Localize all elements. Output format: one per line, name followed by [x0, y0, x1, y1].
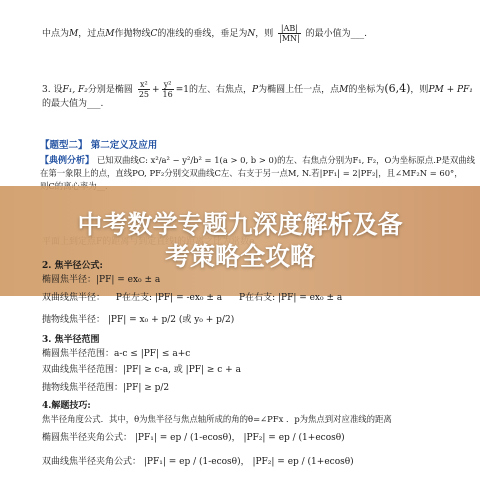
text: 为椭圆上任一点，点 — [258, 85, 340, 95]
text: 分别是椭圆 — [87, 85, 133, 95]
banner-title-line-2: 考策略全攻略 — [164, 242, 315, 271]
question-prev-line — [42, 24, 367, 43]
math-var: F₁, F₂ — [62, 85, 88, 95]
fraction-y2-16: $\frac{\text{y²}}{16}$ — [162, 80, 173, 99]
fraction-x2-25: $\frac{\text{x²}}{25}$ — [138, 80, 149, 99]
math-var: N — [247, 29, 256, 39]
text: P在左支: |PF| = -ex₀ ± a — [115, 293, 223, 303]
banner-title-line-1: 中考数学专题九深度解析及备 — [77, 210, 403, 239]
example-line-2: 在第一象限上的点，直线PO, PF₂分别交双曲线C左、右支于另一点M, N.若|PF₁| = 2|PF₂|，且∠MF₂N = 60°， — [40, 168, 463, 178]
text: 的最小值为___. — [305, 29, 367, 39]
question-number: 3. — [42, 85, 51, 95]
text: 的最大值为___. — [42, 99, 104, 109]
parabola-focal-radius — [42, 314, 234, 326]
example-line-1 — [40, 154, 475, 167]
text: 双曲线焦半径夹角公式： — [42, 457, 142, 467]
angle-hyperbola: 双曲线焦半径夹角公式： |PF₁| = ep / (1-ecosθ)， |PF₂| = ep / (1+ecosθ) — [42, 457, 354, 467]
text: ，则 — [410, 85, 429, 95]
text: ，过点 — [78, 29, 106, 39]
text: 已知双曲线C: x²/a² − y²/b² = 1(a > 0, b > 0)的左、右焦点分别为F₁, F₂，O为坐标原点.P是双曲线 — [96, 155, 476, 165]
text: ，则 — [255, 29, 274, 39]
math-var: C — [150, 29, 158, 39]
text: 的左、右焦点， — [189, 85, 253, 95]
text: |PF₁| = ep / (1-ecosθ) — [143, 457, 241, 467]
text: |PF₂| = ep / (1+ecosθ) — [243, 433, 345, 443]
text: 椭圆焦半径夹角公式： — [42, 433, 133, 443]
math-expr: PM + PF₁ — [428, 85, 473, 95]
text: 的坐标为 — [348, 85, 385, 95]
math-var: M — [339, 85, 349, 95]
section-4-title: 4.解题技巧: — [42, 401, 91, 411]
text: 中点为 — [42, 29, 70, 39]
text: |PF| = x₀ + p/2 (或 y₀ + p/2) — [107, 315, 235, 325]
section-heading-type2: 【题型二】 第二定义及应用 — [40, 140, 158, 151]
section-2-title: 2. 焦半径公式: — [42, 261, 103, 271]
math-var: P — [252, 85, 259, 95]
text: 抛物线焦半径： — [42, 315, 106, 325]
hyperbola-focal-radius — [42, 292, 342, 304]
angle-ellipse: 椭圆焦半径夹角公式： |PF₁| = ep / (1-ecosθ)， |PF₂| = ep / (1+ecosθ) — [42, 433, 345, 443]
math-var: M — [105, 29, 115, 39]
text: 双曲线焦半径： — [42, 293, 106, 303]
math-var: M — [69, 29, 79, 39]
range-parabola: 抛物线焦半径范围：|PF| ≥ p/2 — [42, 383, 170, 393]
text: |PF₂| = ep / (1+ecosθ) — [252, 457, 354, 467]
range-ellipse: 椭圆焦半径范围：a-c ≤ |PF| ≤ a+c — [42, 349, 191, 359]
question-3-line-2 — [42, 98, 103, 110]
example-label: 【典例分析】 — [40, 156, 95, 166]
range-hyperbola: 双曲线焦半径范围：|PF| ≥ c-a, 或 |PF| ≥ c + a — [42, 365, 241, 375]
tip-text: 焦半径角度公式．其中，θ为焦半径与焦点轴所成的角的θ=∠PFx ．p为焦点到对应准线的距离 — [42, 414, 392, 424]
section-3-title: 3. 焦半径范围 — [42, 335, 100, 345]
text: 设 — [53, 85, 63, 95]
text: P在右支: |PF| = ex₀ ± a — [239, 293, 343, 303]
text: |PF₁| = ep / (1-ecosθ) — [134, 433, 232, 443]
text: 的准线的垂线，垂足为 — [157, 29, 248, 39]
ellipse-focal-radius: 椭圆焦半径：|PF| = ex₀ ± a — [42, 275, 161, 285]
text: 作抛物线 — [114, 29, 151, 39]
fraction-ab-mn: $\frac{|AB|}{|MN|}$ — [279, 24, 300, 43]
math-coord: (6,4) — [384, 82, 411, 95]
question-3-line: 3. 设F₁, F₂分别是椭圆 $\frac{\text{x²}}{25}$ + $\frac{\text{y²}}{16}$ =1的左、右焦点，P为椭圆上任一点，点M的坐标为(6,4)，则PM + PF₁ — [42, 80, 473, 99]
